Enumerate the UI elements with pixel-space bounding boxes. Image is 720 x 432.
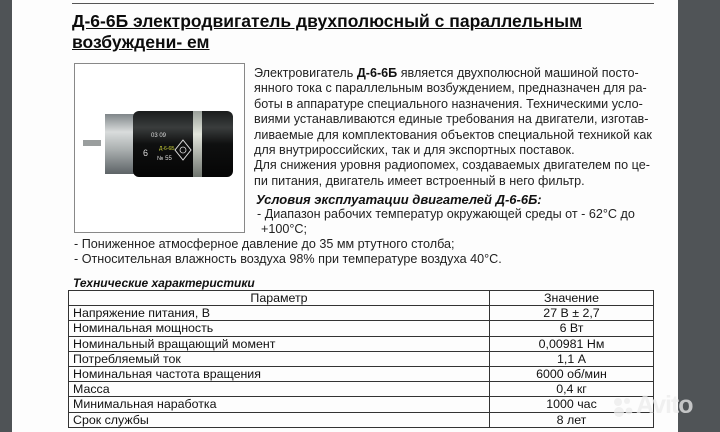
param-cell: Срок службы [69,412,490,427]
intro-paragraph [254,66,654,189]
filter-note: Для снижения уровня радиопомех, создаваемых двигателем по це-пи питания, двигатель имеет встроенный в него фильтр. [254,158,650,188]
param-cell: Номинальный вращающий момент [69,336,490,351]
table-row [69,351,654,366]
svg-text:Д-6-6Б: Д-6-6Б [159,146,175,152]
table-row [69,397,654,412]
table-row [69,336,654,351]
top-rule [72,3,654,4]
condition-line: +100°С; [261,222,307,236]
value-cell: 8 лет [490,412,654,427]
svg-text:03 09: 03 09 [151,133,167,139]
avito-logo-icon [612,396,634,418]
param-cell: Номинальная частота вращения [69,366,490,381]
intro-text-post: является двухполюсной машиной посто-янного тока с параллельным возбуждением, предназначен для ра-боты в аппаратуре специального назначения. Техническими усло-виями устанавливаются единые требования на двигатели, изготав-ливаемые для комплектования объектов специальной техникой как для внутрироссийских, так и для экспортных поставок. [254,66,652,158]
table-row [69,306,654,321]
value-cell: 6000 об/мин [490,366,654,381]
conditions-title: Условия эксплуатации двигателей Д-6-6Б: [256,192,542,207]
specs-title: Технические характеристики [73,276,255,290]
header-parameter: Параметр [69,291,490,306]
table-row [69,382,654,397]
param-cell: Масса [69,382,490,397]
value-cell: 0,4 кг [490,382,654,397]
param-cell: Минимальная наработка [69,397,490,412]
header-value: Значение [490,291,654,306]
condition-line: - Диапазон рабочих температур окружающей среды от - 62°С до [257,207,635,221]
value-cell: 6 Вт [490,321,654,336]
value-cell: 1,1 А [490,351,654,366]
svg-text:6: 6 [143,148,149,158]
table-row [69,321,654,336]
page-title: Д-6-6Б электродвигатель двухполюсный с параллельным возбуждени- ем [72,11,583,52]
condition-line: - Пониженное атмосферное давление до 35 мм ртутного столба; [74,237,455,251]
param-cell: Потребляемый ток [69,351,490,366]
intro-text-pre: Электровигатель [254,66,357,80]
value-cell: 0,00981 Нм [490,336,654,351]
avito-watermark: Avito [636,391,693,419]
specs-table [68,290,654,428]
param-cell: Номинальная мощность [69,321,490,336]
table-row [69,366,654,381]
motor-illustration-icon [75,64,244,232]
table-header-row [69,291,654,306]
condition-line: - Относительная влажность воздуха 98% при температуре воздуха 40°С. [74,252,502,266]
table-row [69,412,654,427]
value-cell: 27 В ± 2,7 [490,306,654,321]
value-cell: 1000 час [490,397,654,412]
intro-model: Д-6-6Б [356,66,398,80]
motor-photo [74,63,245,233]
svg-text:№ 55: № 55 [157,156,172,162]
param-cell: Напряжение питания, В [69,306,490,321]
left-dark-strip [0,0,12,432]
right-dark-strip [678,0,720,432]
